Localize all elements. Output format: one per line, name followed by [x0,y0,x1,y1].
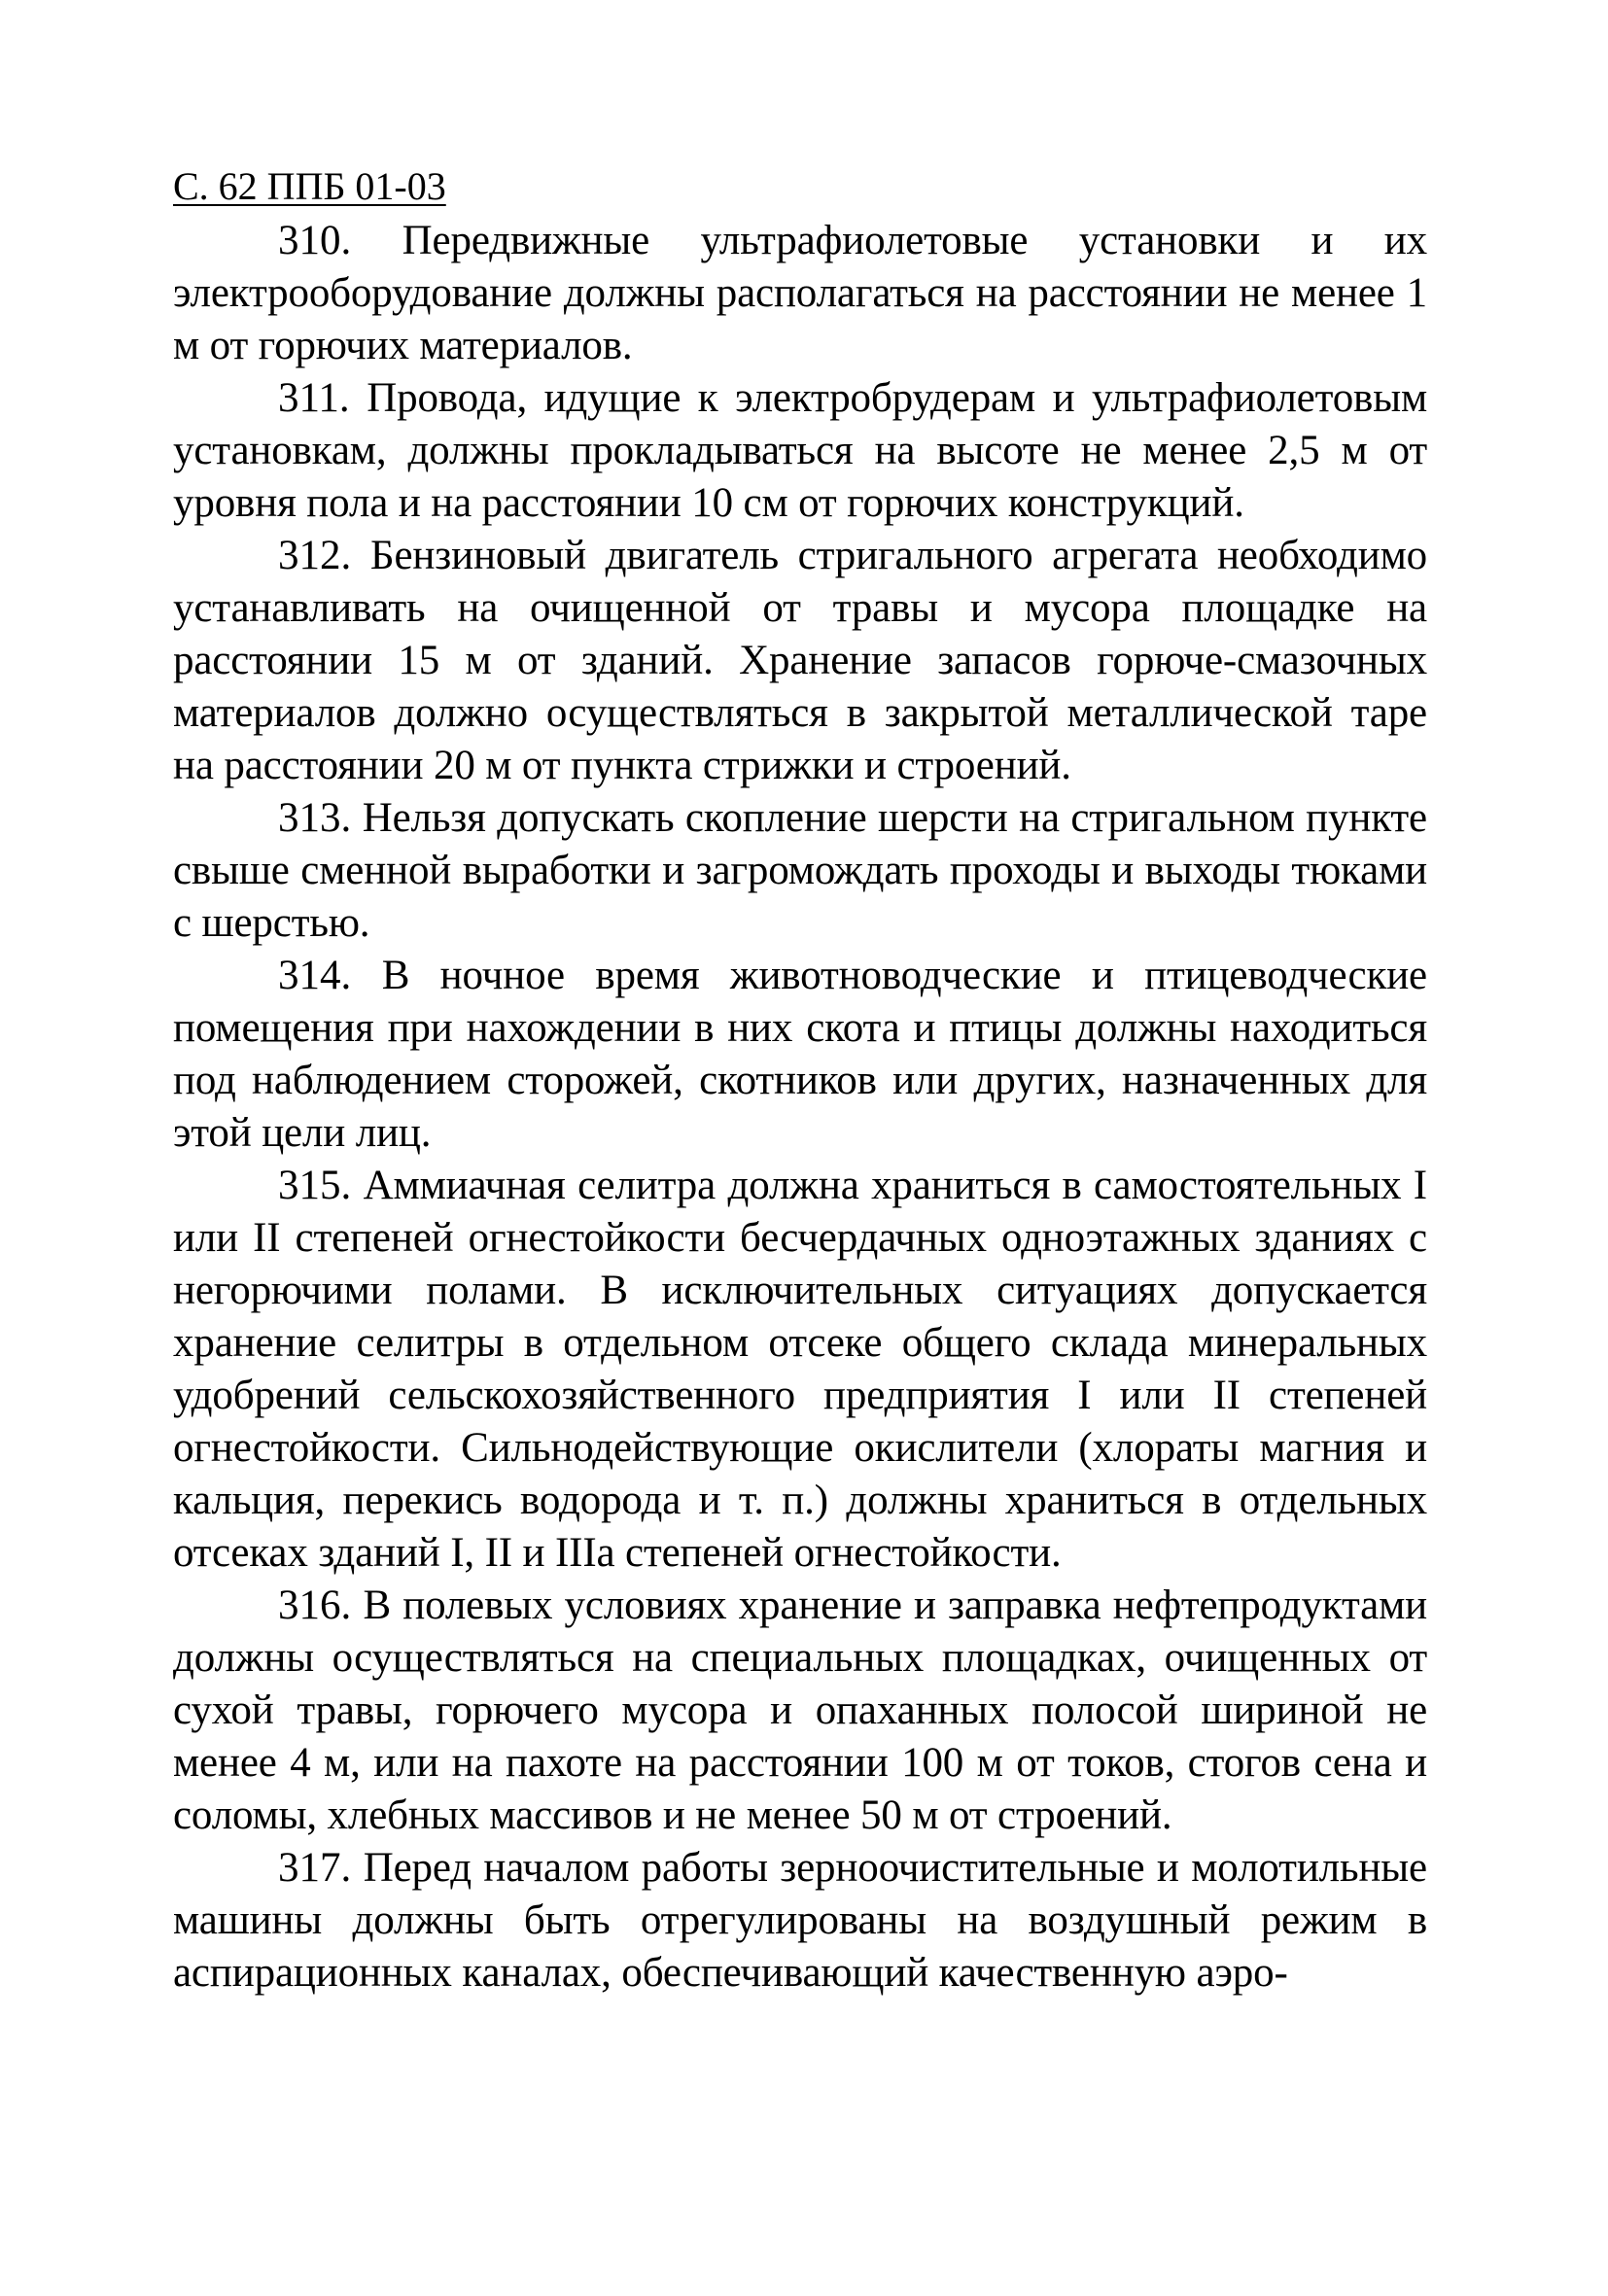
paragraph-number: 312. [278,533,352,578]
paragraph-317 [173,1842,1427,2000]
paragraph-text: Нельзя допускать скопление шерсти на стригальном пункте свыше сменной выработки и загромождать проходы и выходы тюками с шерстью. [173,795,1427,946]
paragraph-number: 316. [278,1583,352,1628]
paragraph-text: Бензиновый двигатель стригального агрегата необходимо устанавливать на очищенной от травы и мусора площадке на расстоянии 15 м от зданий. Хранение запасов горюче-смазочных материалов должно осуществляться в закрытой металлической таре на расстоянии 20 м от пункта стрижки и строений. [173,533,1428,788]
paragraph-text: Передвижные ультрафиолетовые установки и их электрооборудование должны располагаться на расстоянии не менее 1 м от горючих материалов. [173,218,1427,368]
paragraph-number: 314. [278,953,352,998]
paragraph-text: В полевых условиях хранение и заправка нефтепродуктами должны осуществляться на специальных площадках, очищенных от сухой травы, горючего мусора и опаханных полосой шириной не менее 4 м, или на пахоте на расстоянии 100 м от токов, стогов сена и соломы, хлебных массивов и не менее 50 м от строений. [173,1583,1427,1838]
paragraph-312 [173,530,1427,792]
paragraph-number: 317. [278,1845,352,1891]
paragraph-310 [173,215,1427,372]
paragraph-text: Провода, идущие к электробрудерам и ультрафиолетовым установкам, должны прокладываться на высоте не менее 2,5 м от уровня пола и на расстоянии 10 см от горючих конструкций. [173,375,1427,526]
paragraph-number: 313. [278,795,352,841]
paragraph-number: 310. [278,218,352,263]
paragraph-text: Перед началом работы зерноочистительные и молотильные машины должны быть отрегулированы на воздушный режим в аспирационных каналах, обеспечивающий качественную аэро- [173,1845,1427,1996]
paragraph-313 [173,792,1427,950]
paragraph-316 [173,1580,1427,1842]
document-page [173,160,1427,2000]
paragraph-text: В ночное время животноводческие и птицеводческие помещения при нахождении в них скота и птицы должны находиться под наблюдением сторожей, скотников или других, назначенных для этой цели лиц. [173,953,1427,1156]
paragraph-number: 311. [278,375,350,421]
paragraph-text: Аммиачная селитра должна храниться в самостоятельных I или II степеней огнестойкости бесчердачных одноэтажных зданиях с негорючими полами. В исключительных ситуациях допускается хранение селитры в отдельном отсеке общего склада минеральных удобрений сельскохозяйственного предприятия I или II степеней огнестойкости. Сильнодействующие окислители (хлораты магния и кальция, перекись водорода и т. п.) должны храниться в отдельных отсеках зданий I, II и IIIа степеней огнестойкости. [173,1163,1427,1576]
paragraph-number: 315. [278,1163,352,1208]
paragraph-315 [173,1160,1427,1580]
running-head: С. 62 ППБ 01-03 [173,164,446,208]
paragraph-314 [173,950,1427,1160]
paragraph-311 [173,372,1427,530]
